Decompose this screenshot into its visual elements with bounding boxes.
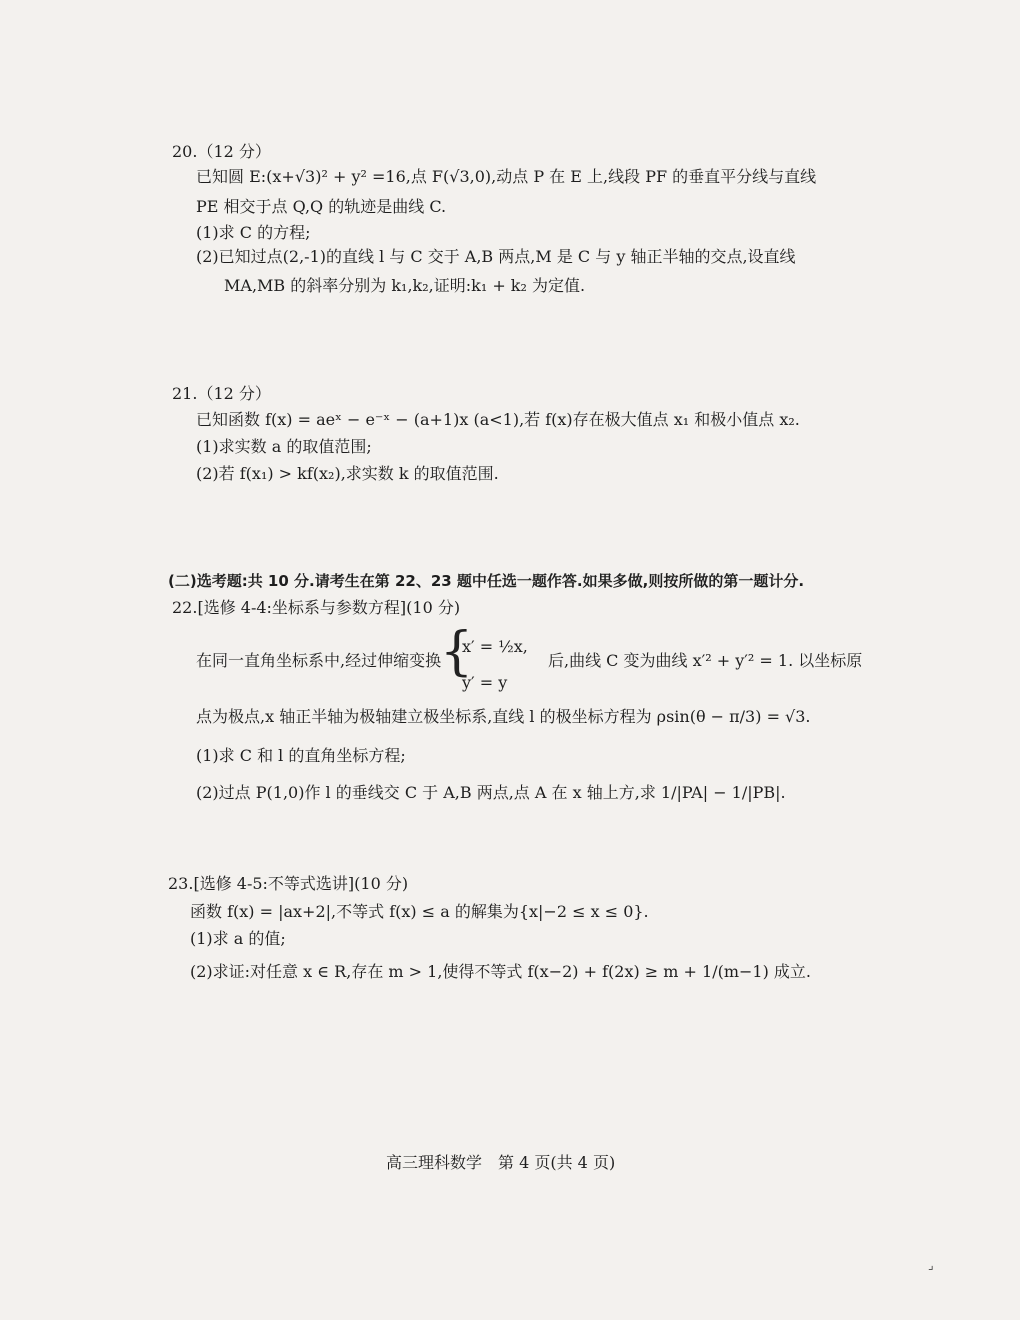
q22-stem-pre: 在同一直角坐标系中,经过伸缩变换 [196, 651, 442, 670]
q22-transform-eq2: y′ = y [462, 673, 508, 692]
q20-part2-line2: MA,MB 的斜率分别为 k₁,k₂,证明:k₁ + k₂ 为定值. [224, 276, 586, 295]
q20-header: 20.（12 分） [172, 142, 271, 161]
q22-stem-line2: 点为极点,x 轴正半轴为极轴建立极坐标系,直线 l 的极坐标方程为 ρsin(θ − π/3) = √3. [196, 707, 811, 726]
q20-part2-line1: (2)已知过点(2,-1)的直线 l 与 C 交于 A,B 两点,M 是 C 与 y 轴正半轴的交点,设直线 [196, 247, 796, 266]
q22-stem-post: 后,曲线 C 变为曲线 x′² + y′² = 1. 以坐标原 [548, 651, 863, 670]
q23-stem: 函数 f(x) = |ax+2|,不等式 f(x) ≤ a 的解集为{x|−2 ≤ x ≤ 0}. [190, 902, 649, 921]
q22-part2: (2)过点 P(1,0)作 l 的垂线交 C 于 A,B 两点,点 A 在 x 轴上方,求 1/|PA| − 1/|PB|. [196, 783, 786, 802]
q22-part1: (1)求 C 和 l 的直角坐标方程; [196, 746, 406, 765]
q23-header: 23.[选修 4-5:不等式选讲](10 分) [168, 874, 409, 893]
page-footer: 高三理科数学 第 4 页(共 4 页) [386, 1153, 616, 1172]
q20-stem-line2: PE 相交于点 Q,Q 的轨迹是曲线 C. [196, 197, 447, 216]
corner-mark: ⌟ [928, 1258, 934, 1272]
section2-instructions: (二)选考题:共 10 分.请考生在第 22、23 题中任选一题作答.如果多做,则按所做的第一题计分. [168, 572, 805, 590]
q22-header: 22.[选修 4-4:坐标系与参数方程](10 分) [172, 598, 461, 617]
q20-part1: (1)求 C 的方程; [196, 223, 311, 242]
q20-stem-line1: 已知圆 E:(x+√3)² + y² =16,点 F(√3,0),动点 P 在 E 上,线段 PF 的垂直平分线与直线 [196, 167, 817, 186]
q21-stem: 已知函数 f(x) = aeˣ − e⁻ˣ − (a+1)x (a<1),若 f(x)存在极大值点 x₁ 和极小值点 x₂. [196, 410, 800, 429]
q22-transform-eq1: x′ = ½x, [462, 637, 528, 656]
q23-part2: (2)求证:对任意 x ∈ R,存在 m > 1,使得不等式 f(x−2) + f(2x) ≥ m + 1/(m−1) 成立. [190, 962, 812, 981]
q23-part1: (1)求 a 的值; [190, 929, 286, 948]
q21-part2: (2)若 f(x₁) > kf(x₂),求实数 k 的取值范围. [196, 464, 499, 483]
q21-header: 21.（12 分） [172, 384, 271, 403]
q21-part1: (1)求实数 a 的取值范围; [196, 437, 372, 456]
system-brace: { [440, 622, 474, 682]
